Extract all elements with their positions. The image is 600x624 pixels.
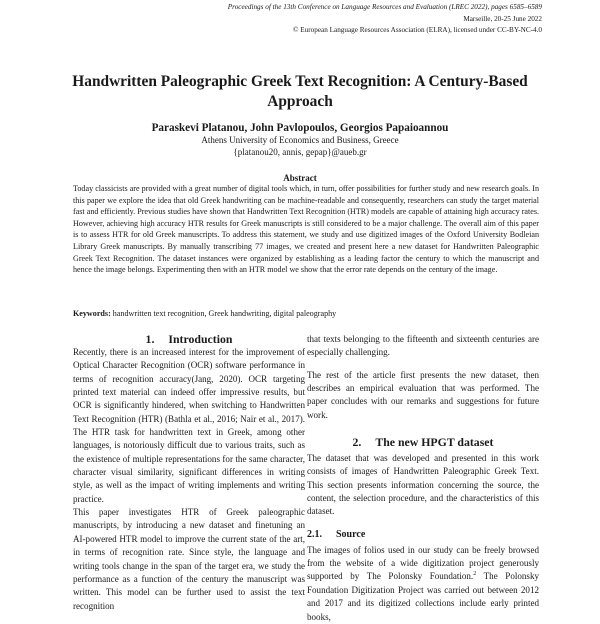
affiliation-block [60,135,540,158]
proceedings-line: Proceedings of the 13th Conference on Language Resources and Evaluation (LREC 2022), pages 6585–6589 [227,3,542,11]
affiliation: Athens University of Economics and Business, Greece [201,135,399,145]
authors: Paraskevi Platanou, John Pavlopoulos, Georgios Papaioannou [151,122,449,134]
intro-paragraph-2: This paper investigates HTR of Greek paleographic manuscripts, by introducing a new dataset and finetuning an AI-powered HTR model to improve the current state of the art, in terms of recognition rate. Since style, the language and writing tools change in the span of the target era, we study the performance as a function of the century the manuscript was written. This model can be further used to assist the text recognition [73,507,305,611]
abstract-text: Today classicists are provided with a great number of digital tools which, in turn, offer possibilities for further study and new research goals. In this paper we explore the idea that old Greek handwriting can be machine-readable and consequently, researchers can study the target material fast and efficiently. Previous studies have shown that Handwritten Text Recognition (HTR) models are capable of attaining high accuracy rates. However, achieving high accuracy HTR results for Greek manuscripts is still considered to be a major challenge. The overall aim of this paper is to assess HTR for old Greek manuscripts. To address this statement, we study and use digitized images of the Oxford University Bodleian Library Greek manuscripts. By manually transcribing 77 images, we created and present here a new dataset for Handwritten Paleographic Greek Text Recognition. The dataset instances were organized by establishing as a leading factor the century to which the manuscript and hence the image belongs. Experimenting then with an HTR model we show that the error rate depends on the century of the image. [73,184,539,275]
right-column [307,333,539,624]
section-heading-introduction [73,332,305,346]
footnote-marker[interactable]: 2 [473,571,477,578]
intro-paragraph-outline: The rest of the article first presents the new dataset, then describes an empirical evaluation that was performed. The paper concludes with our remarks and suggestions for future work. [307,369,539,420]
source-text-b: The Polonsky Foundation Digitization Project was carried out between 2012 and 2017 and its digitized collections include early printed books, [307,571,539,622]
venue-line: Marseille, 20-25 June 2022 [463,14,542,23]
source-paragraph [307,544,539,624]
keywords [73,308,539,319]
subsection-number: 2.1. [307,528,322,540]
license-line: © European Language Resources Association (ELRA), licensed under CC-BY-NC-4.0 [293,26,542,35]
section-heading-dataset [307,435,539,449]
section-number: 1. [145,332,155,346]
emails: {platanou20, annis, gepap}@aueb.gr [233,146,367,157]
source-text-a: The images of folios used in our study can be freely browsed from the website of a wide digitization project generously supported by The Polonsky Foundation. [307,544,539,582]
keywords-text: handwritten text recognition, Greek handwriting, digital paleography [112,309,337,318]
abstract-heading: Abstract [283,173,317,183]
paper-title: Handwritten Paleographic Greek Text Recognition: A Century-Based Approach [72,73,528,110]
section-number: 2. [352,435,362,450]
subsection-title: Source [336,528,366,540]
section-title: Introduction [168,332,233,346]
proceedings-header [82,2,542,37]
intro-paragraph-continued: that texts belonging to the fifteenth and sixteenth centuries are especially challenging. [307,334,539,358]
intro-paragraph-1: Recently, there is an increased interest for the improvement of Optical Character Recognition (OCR) software performance in terms of recognition accuracy(Jang, 2020). OCR targeting printed text material can indeed offer impressive results, but OCR is significantly hindered, when switching to Handwritten Text Recognition (HTR) (Bathla et al., 2016; Nair et al., 2017). The HTR task for handwritten text in Greek, among other languages, is notoriously difficult due to various traits, such as the existence of multiple representations for the same character, character visual similarity, significant differences in writing style, as well as the impact of writing implements and writing practice. [73,347,305,504]
section-title: The new HPGT dataset [375,435,494,450]
left-column [73,332,305,613]
keywords-label: Keywords: [73,309,111,318]
dataset-paragraph: The dataset that was developed and presented in this work consists of images of Handwritten Paleographic Greek Text. This section presents information concerning the source, the content, the selection procedure, and the characteristics of this dataset. [307,453,539,517]
subsection-heading-source [307,528,539,542]
